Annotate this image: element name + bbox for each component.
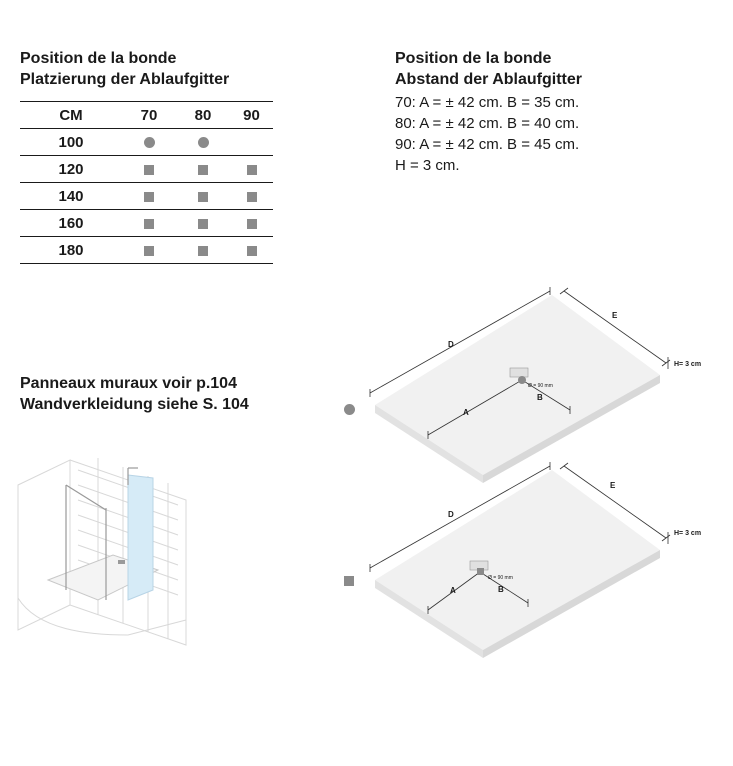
table-cell <box>122 156 176 183</box>
table-corner-label: CM <box>20 102 122 129</box>
table-row-label: 160 <box>20 210 122 237</box>
table-row <box>20 237 273 264</box>
table-cell <box>176 156 230 183</box>
tray-bottom-label-a: A <box>450 586 456 595</box>
table-cell <box>122 129 176 156</box>
square-drain-icon <box>247 165 257 175</box>
tray-bottom-label-h: H= 3 cm <box>674 530 702 537</box>
spec-heading-fr: Position de la bonde <box>395 50 552 67</box>
table-row <box>20 129 273 156</box>
tray-bottom-label-e: E <box>610 481 616 490</box>
spec-line-70: 70: A = ± 42 cm. B = 35 cm. <box>395 94 580 111</box>
square-drain-icon <box>247 192 257 202</box>
square-drain-icon <box>198 192 208 202</box>
square-drain-legend-icon <box>344 576 354 586</box>
table-row-label: 140 <box>20 183 122 210</box>
circle-drain-icon <box>198 137 209 148</box>
tray-top-label-a: A <box>463 408 469 417</box>
tray-bottom-label-b: B <box>498 585 504 594</box>
spec-heading <box>395 48 582 90</box>
table-cell <box>176 237 230 264</box>
spec-heading-de: Abstand der Ablaufgitter <box>395 71 582 88</box>
square-drain-icon <box>247 219 257 229</box>
table-cell <box>230 156 273 183</box>
table-header-row <box>20 102 273 129</box>
panels-heading-fr: Panneaux muraux voir p.104 <box>20 375 237 392</box>
table-cell <box>122 237 176 264</box>
table-row <box>20 210 273 237</box>
table-col-70: 70 <box>122 102 176 129</box>
tray-top-label-d: D <box>448 340 454 349</box>
square-drain-icon <box>198 165 208 175</box>
table-cell <box>230 129 273 156</box>
panels-heading <box>20 373 249 415</box>
table-cell <box>122 183 176 210</box>
tray-top-label-b: B <box>537 393 543 402</box>
square-drain-icon <box>198 246 208 256</box>
tray-top-label-e: E <box>612 311 618 320</box>
tray-top-drain-label: Ø = 90 mm <box>528 383 553 389</box>
table-col-80: 80 <box>176 102 230 129</box>
table-cell <box>176 210 230 237</box>
shower-tray-diagram-circle <box>370 285 710 485</box>
table-row <box>20 156 273 183</box>
table-cell <box>230 183 273 210</box>
table-heading-fr: Position de la bonde <box>20 50 177 67</box>
table-row <box>20 183 273 210</box>
spec-line-90: 90: A = ± 42 cm. B = 45 cm. <box>395 136 580 153</box>
circle-drain-legend-icon <box>344 404 355 415</box>
tray-bottom-label-d: D <box>448 510 454 519</box>
table-cell <box>122 210 176 237</box>
tray-top-label-h: H= 3 cm <box>674 361 702 368</box>
table-cell <box>176 183 230 210</box>
circle-drain-icon <box>144 137 155 148</box>
spec-line-80: 80: A = ± 42 cm. B = 40 cm. <box>395 115 580 132</box>
table-row-label: 100 <box>20 129 122 156</box>
drain-placement-table <box>20 101 273 264</box>
spec-list <box>395 92 579 176</box>
table-cell <box>176 129 230 156</box>
square-drain-icon <box>198 219 208 229</box>
table-row-label: 120 <box>20 156 122 183</box>
shower-enclosure-illustration <box>18 430 198 645</box>
square-drain-icon <box>144 192 154 202</box>
square-drain-icon <box>144 165 154 175</box>
tray-bottom-drain-label: Ø = 90 mm <box>488 575 513 581</box>
table-heading <box>20 48 229 90</box>
spec-line-h: H = 3 cm. <box>395 157 460 174</box>
square-drain-icon <box>247 246 257 256</box>
square-drain-icon <box>144 246 154 256</box>
table-heading-de: Platzierung der Ablaufgitter <box>20 71 230 88</box>
table-cell <box>230 237 273 264</box>
panels-heading-de: Wandverkleidung siehe S. 104 <box>20 396 249 413</box>
table-col-90: 90 <box>230 102 273 129</box>
table-cell <box>230 210 273 237</box>
square-drain-icon <box>144 219 154 229</box>
table-row-label: 180 <box>20 237 122 264</box>
shower-tray-diagram-square <box>370 460 710 660</box>
